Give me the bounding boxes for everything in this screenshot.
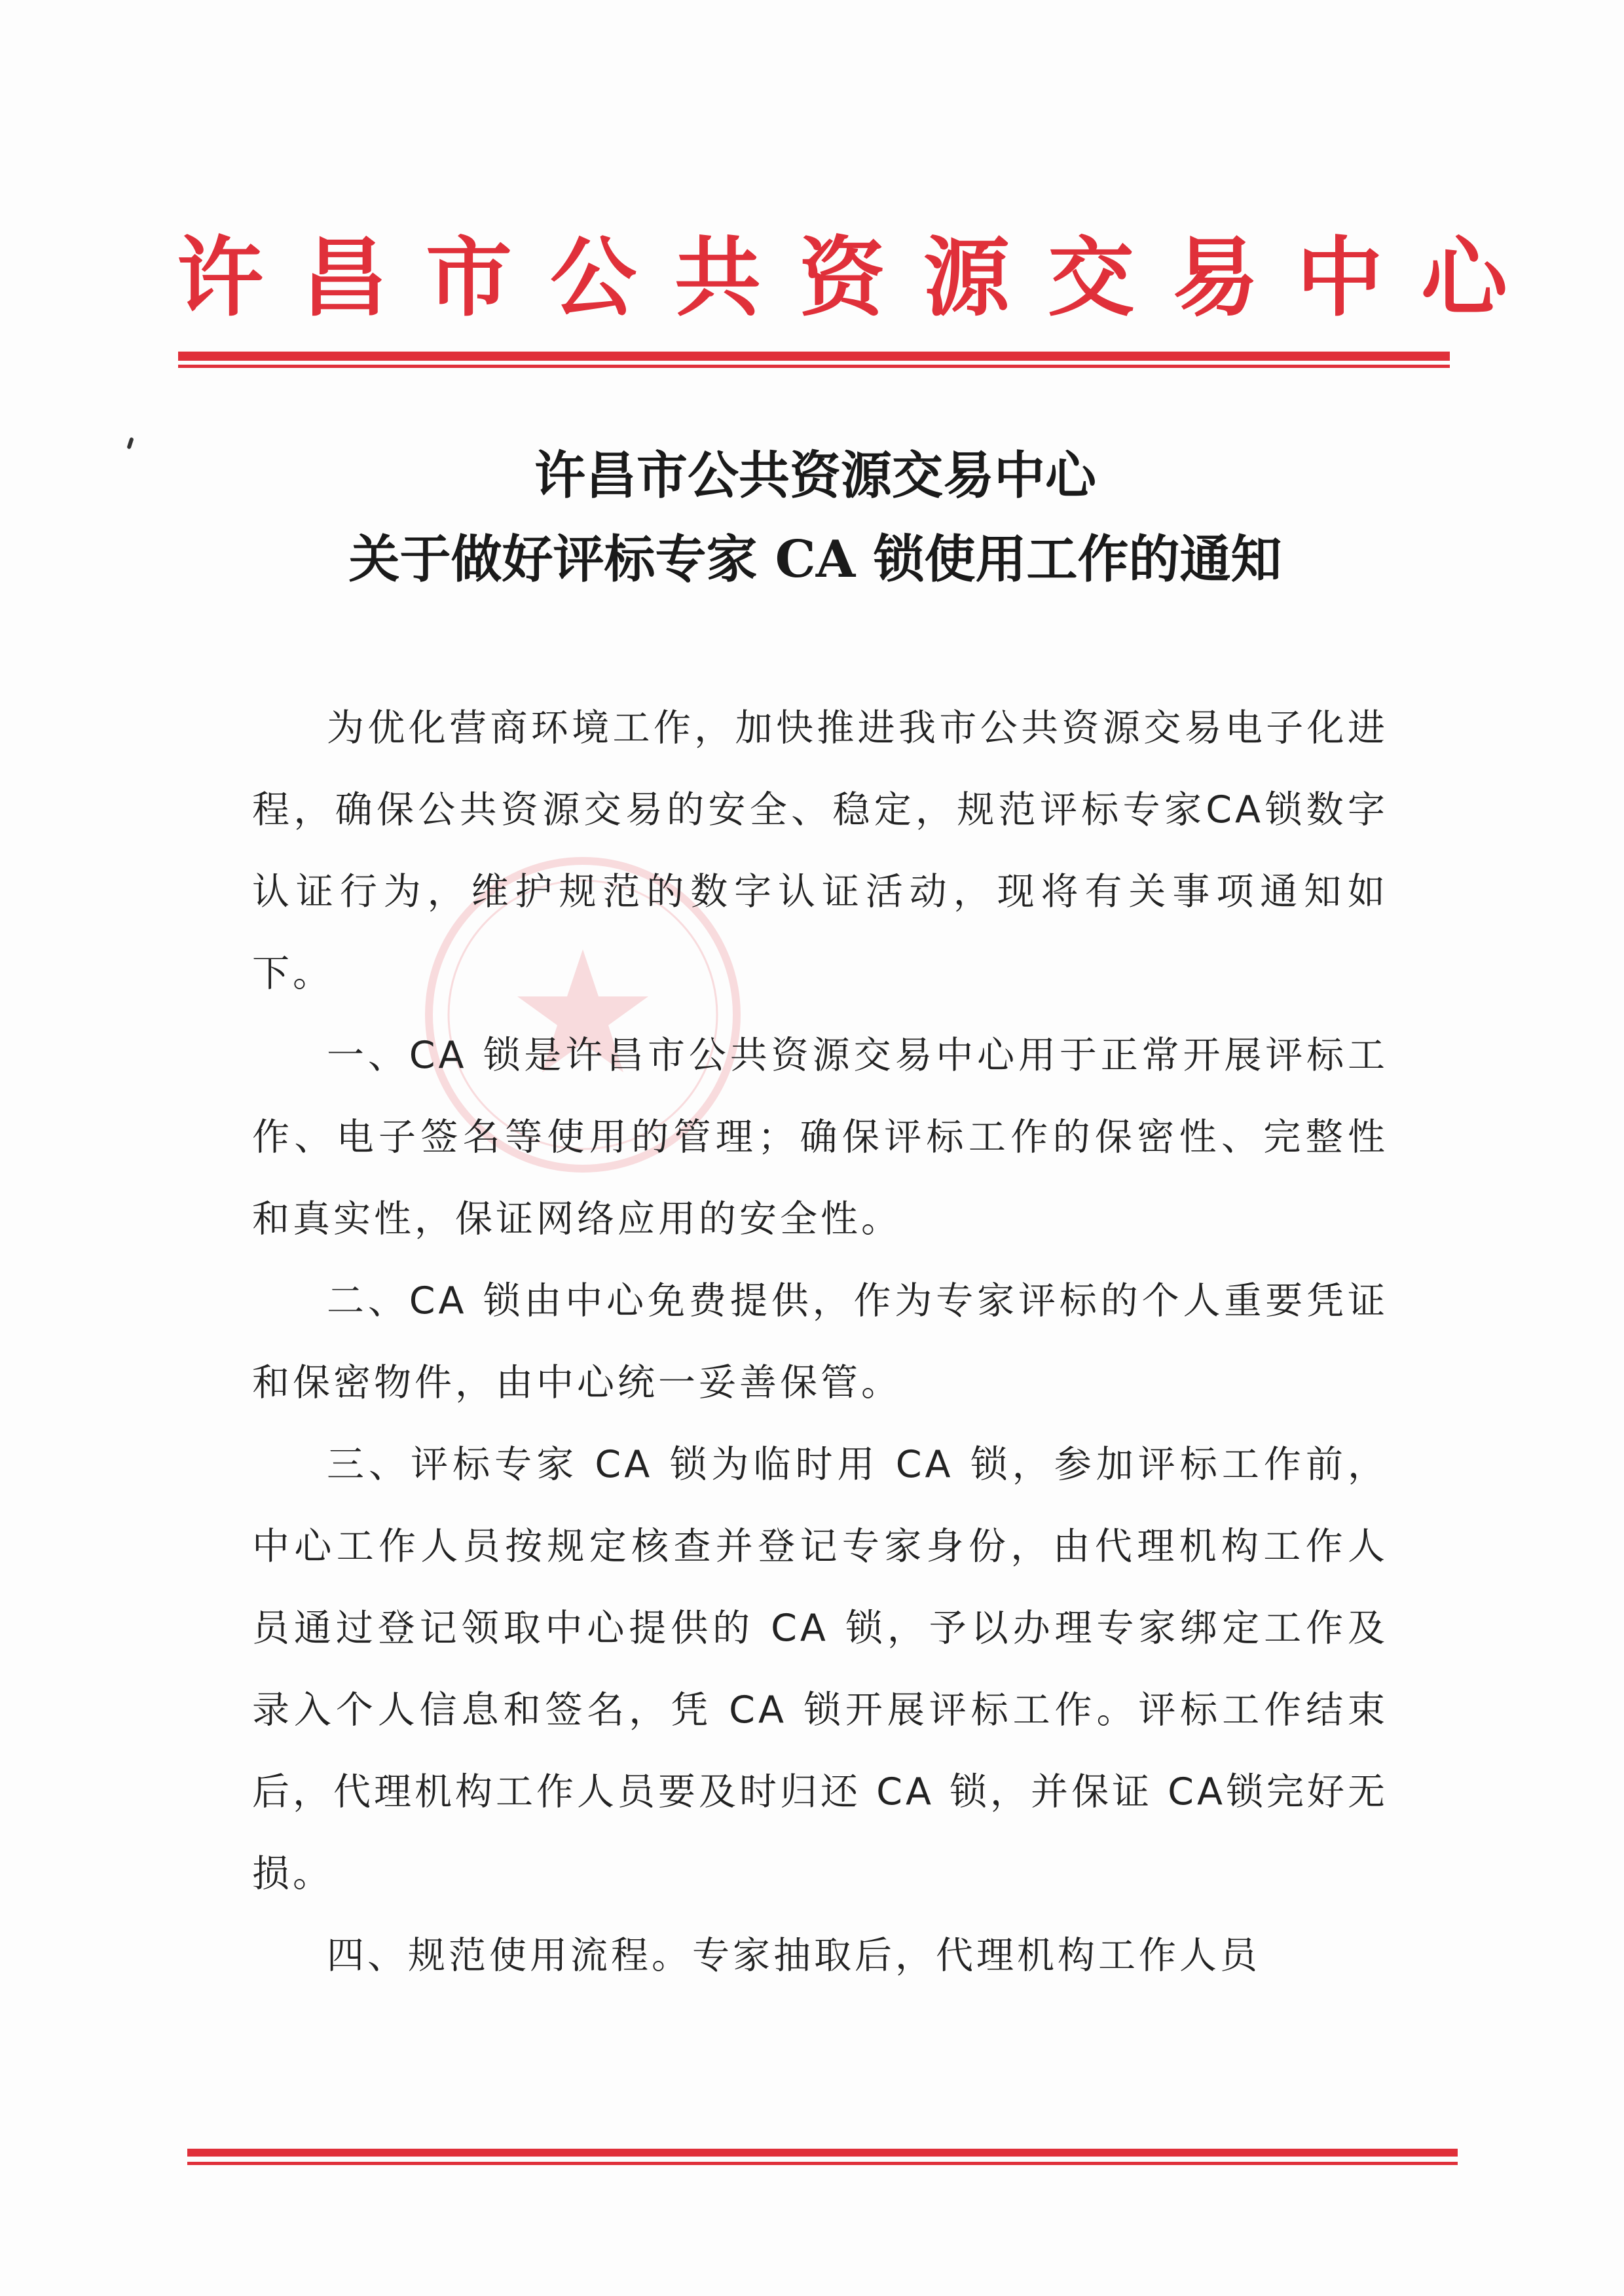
- paragraph-item-2: 二、CA 锁由中心免费提供，作为专家评标的个人重要凭证和保密物件，由中心统一妥善保管。: [252, 1279, 1388, 1404]
- paragraph-intro: 为优化营商环境工作，加快推进我市公共资源交易电子化进程，确保公共资源交易的安全、稳定，规范评标专家CA锁数字认证行为，维护规范的数字认证活动，现将有关事项通知如下。: [252, 706, 1388, 995]
- paragraph-item-1: 一、CA 锁是许昌市公共资源交易中心用于正常开展评标工作、电子签名等使用的管理；确保评标工作的保密性、完整性和真实性，保证网络应用的安全性。: [252, 1034, 1388, 1241]
- letterhead-org-name: 许昌市公共资源交易中心: [177, 227, 1545, 329]
- footer-rule-thin: [187, 2162, 1458, 2165]
- notice-title-line-2: 关于做好评标专家 CA 锁使用工作的通知: [348, 530, 1282, 589]
- paragraph-item-3: 三、评标专家 CA 锁为临时用 CA 锁，参加评标工作前，中心工作人员按规定核查并登记专家身份，由代理机构工作人员通过登记领取中心提供的 CA 锁，予以办理专家绑定工作及录入个人信息和签名，凭 CA 锁开展评标工作。评标工作结束后，代理机构工作人员要及时归还 CA 锁，并保证 CA锁完好无损。: [252, 1443, 1388, 1895]
- letterhead-rule-thick: [178, 352, 1450, 361]
- notice-title-line-1: 许昌市公共资源交易中心: [534, 446, 1096, 505]
- footer-rule-thick: [187, 2149, 1458, 2157]
- letterhead-rule-thin: [178, 365, 1450, 368]
- scan-mark: [126, 437, 134, 450]
- paragraph-item-4: 四、规范使用流程。专家抽取后，代理机构工作人员: [327, 1934, 1261, 1977]
- notice-body: [252, 687, 1388, 1997]
